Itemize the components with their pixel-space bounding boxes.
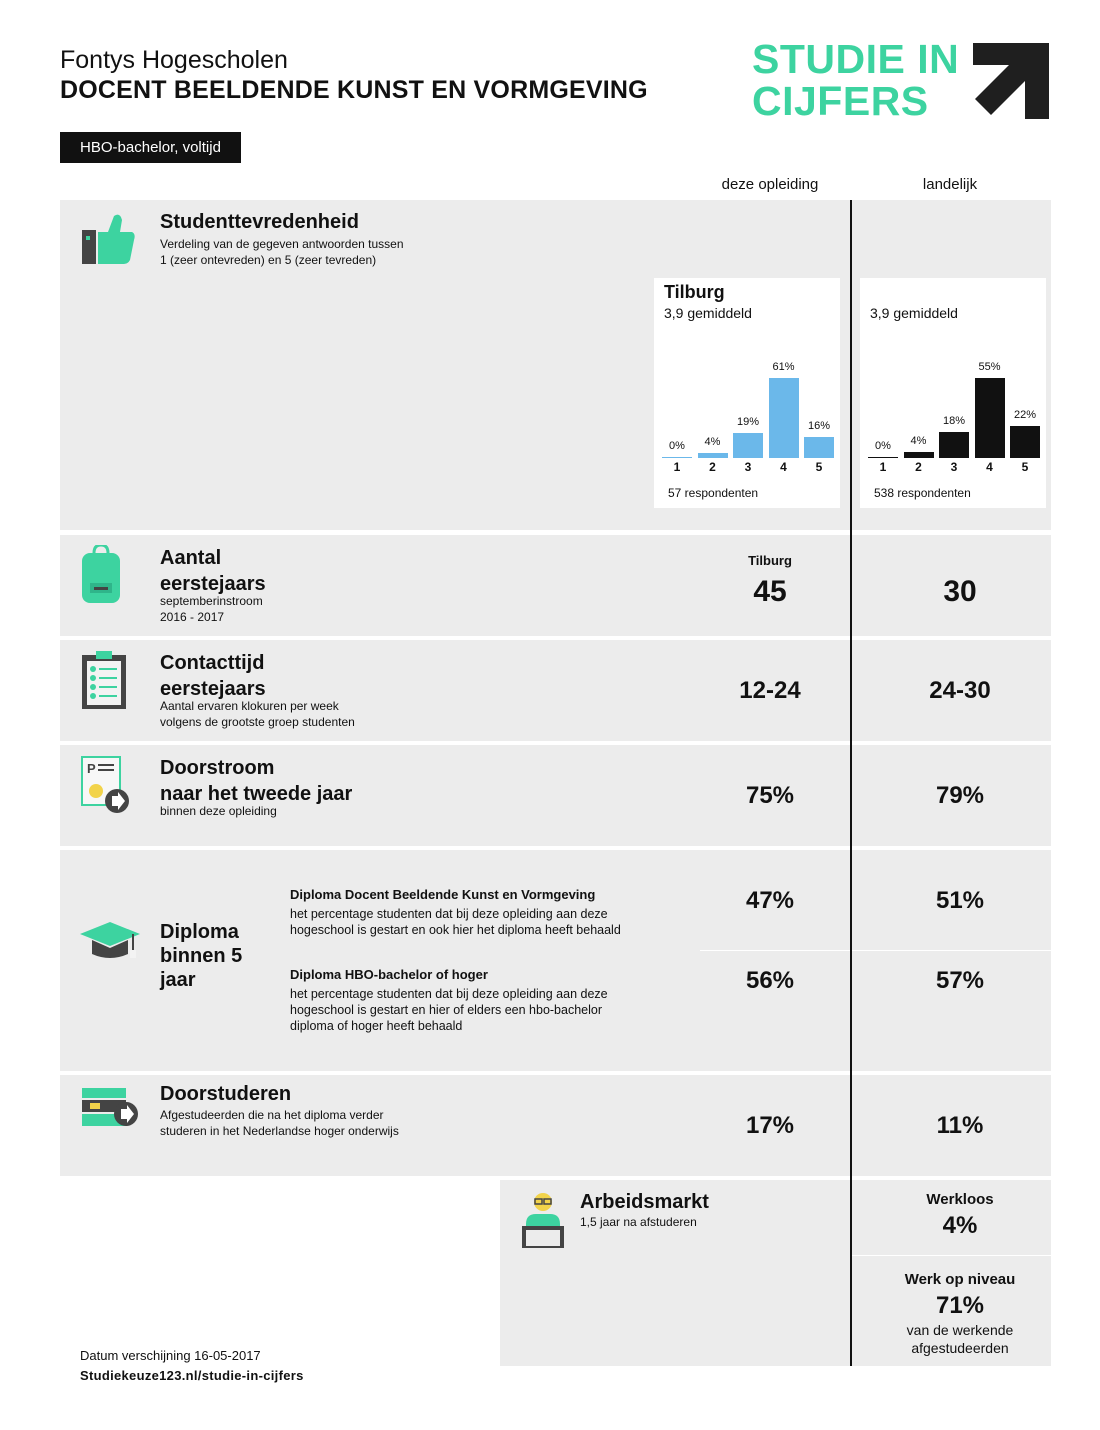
publication-date: Datum verschijning 16-05-2017 <box>80 1348 261 1363</box>
diploma-title-line1: Diploma <box>160 921 239 943</box>
chart-this-value-label-1: 0% <box>669 440 685 452</box>
progression-national-value: 79% <box>935 782 985 809</box>
logo-line1: STUDIE IN <box>752 36 960 82</box>
logo-arrow-icon <box>973 43 1051 119</box>
svg-text:P: P <box>87 761 96 776</box>
contact-subtitle-line2: volgens de grootste groep studenten <box>160 715 355 729</box>
chart-this-bar-4 <box>769 378 799 458</box>
chart-national-tick-1: 1 <box>879 460 887 474</box>
progression-subtitle: binnen deze opleiding <box>160 804 277 818</box>
chart-this-tick-2: 2 <box>709 460 716 474</box>
satisfaction-subtitle <box>160 236 404 268</box>
first-years-this-value: 45 <box>753 575 787 608</box>
chart-this-value-label-5: 16% <box>807 420 831 433</box>
chart-national-tick-2: 2 <box>915 460 922 474</box>
satisfaction-title: Studenttevredenheid <box>160 211 359 233</box>
first-years-location: Tilburg <box>748 553 792 568</box>
chart-national-value-label-3: 18% <box>942 414 966 427</box>
chart-national-bar-4 <box>975 378 1005 458</box>
chart-card-this <box>654 278 840 508</box>
further-study-subtitle-line2: studeren in het Nederlandse hoger onderwijs <box>160 1124 399 1138</box>
chart-this-bar-1 <box>662 457 692 458</box>
progression-title-line1: Doorstroom <box>160 757 275 779</box>
chart-national-tick-4: 4 <box>986 460 993 474</box>
chart-national-value-label-4: 55% <box>978 361 1001 373</box>
chart-national-bar-1 <box>868 457 898 458</box>
first-years-subtitle <box>160 593 263 625</box>
progression-this-value: 75% <box>745 782 795 809</box>
books-icon <box>80 1086 140 1130</box>
chart-this-bar-3 <box>733 433 763 458</box>
chart-national-tick-3: 3 <box>950 460 958 474</box>
unemployed-value: 4% <box>942 1212 978 1239</box>
level-value: 71% <box>935 1292 985 1319</box>
diploma-title-line3: jaar <box>160 969 196 991</box>
diploma-a-title: Diploma Docent Beeldende Kunst en Vormgeving <box>290 887 596 902</box>
first-years-title-line2: eerstejaars <box>160 573 266 595</box>
level-note-line2: afgestudeerden <box>911 1340 1009 1356</box>
column-header-national: landelijk <box>922 176 978 193</box>
program-type-badge: HBO-bachelor, voltijd <box>60 132 241 163</box>
diploma-b-this-value: 56% <box>745 967 795 994</box>
institution-name: Fontys Hogescholen <box>60 46 288 74</box>
chart-national-bar-2 <box>904 452 934 458</box>
diploma-b-desc-line3: diploma of hoger heeft behaald <box>290 1019 463 1033</box>
first-years-title-line1: Aantal <box>160 547 222 569</box>
chart-this-value-label-2: 4% <box>704 435 721 448</box>
level-note <box>860 1321 1060 1357</box>
diploma-b-block <box>290 967 690 1034</box>
diploma-a-block <box>290 887 690 938</box>
chart-this-tick-4: 4 <box>780 460 787 474</box>
chart-national-tick-5: 5 <box>1021 460 1029 474</box>
chart-this-tick-5: 5 <box>815 460 823 474</box>
clipboard-icon <box>80 651 128 711</box>
diploma-divider <box>700 950 1051 951</box>
chart-national-plot <box>864 361 1044 476</box>
chart-this-tick-3: 3 <box>744 460 752 474</box>
first-years-subtitle-line2: 2016 - 2017 <box>160 610 225 624</box>
contact-this-value: 12-24 <box>739 677 801 704</box>
first-years-national-value: 30 <box>943 575 977 608</box>
worker-icon <box>520 1190 566 1250</box>
contact-subtitle-line1: Aantal ervaren klokuren per week <box>160 699 339 713</box>
diploma-b-desc <box>290 986 690 1034</box>
satisfaction-subtitle-line2: 1 (zeer ontevreden) en 5 (zeer tevreden) <box>160 253 377 267</box>
chart-this-tick-1: 1 <box>673 460 681 474</box>
level-label: Werk op niveau <box>904 1271 1016 1288</box>
chart-national-bar-3 <box>939 432 969 458</box>
chart-national-value-label-2: 4% <box>910 435 927 448</box>
further-study-this-value: 17% <box>745 1112 795 1139</box>
chart-card-national <box>860 278 1046 508</box>
diploma-a-desc <box>290 906 690 938</box>
further-study-subtitle <box>160 1107 399 1139</box>
chart-this-plot <box>658 361 838 476</box>
further-study-subtitle-line1: Afgestudeerden die na het diploma verder <box>160 1108 384 1122</box>
contact-title-line1: Contacttijd <box>160 652 265 674</box>
diploma-title-line2: binnen 5 <box>160 945 243 967</box>
diploma-a-desc-line1: het percentage studenten dat bij deze opleiding aan deze <box>290 907 608 921</box>
diploma-b-desc-line2: hogeschool is gestart en hier of elders een hbo-bachelor <box>290 1003 603 1017</box>
program-title: DOCENT BEELDENDE KUNST EN VORMGEVING <box>60 76 648 104</box>
certificate-icon <box>80 755 130 815</box>
chart-this-value-label-3: 19% <box>736 416 760 429</box>
contact-national-value: 24-30 <box>929 677 991 704</box>
chart-national-value-label-5: 22% <box>1013 409 1037 421</box>
diploma-a-this-value: 47% <box>745 887 795 914</box>
chart-national-value-label-1: 0% <box>875 440 891 452</box>
column-header-this: deze opleiding <box>721 176 819 193</box>
further-study-national-value: 11% <box>936 1112 984 1139</box>
graduation-cap-icon <box>78 918 142 962</box>
column-divider <box>850 200 852 1366</box>
contact-title <box>160 650 266 702</box>
chart-this-bar-5 <box>804 437 834 458</box>
chart-national-average: 3,9 gemiddeld <box>870 305 958 321</box>
chart-this-respondents: 57 respondenten <box>668 486 759 500</box>
contact-subtitle <box>160 698 355 730</box>
backpack-icon <box>80 545 122 605</box>
contact-title-line2: eerstejaars <box>160 678 266 700</box>
progression-title-line2: naar het tweede jaar <box>160 783 353 805</box>
footer-link[interactable]: Studiekeuze123.nl/studie-in-cijfers <box>80 1368 304 1383</box>
labour-divider <box>852 1255 1051 1256</box>
diploma-b-desc-line1: het percentage studenten dat bij deze opleiding aan deze <box>290 987 608 1001</box>
diploma-title <box>160 920 242 992</box>
diploma-a-desc-line2: hogeschool is gestart en ook hier het diploma heeft behaald <box>290 923 621 937</box>
labour-subtitle: 1,5 jaar na afstuderen <box>580 1215 697 1229</box>
further-study-title: Doorstuderen <box>160 1083 292 1105</box>
chart-this-value-label-4: 61% <box>772 361 795 373</box>
first-years-subtitle-line1: septemberinstroom <box>160 594 263 608</box>
diploma-b-national-value: 57% <box>935 967 985 994</box>
chart-national-respondents: 538 respondenten <box>874 486 971 500</box>
chart-this-bar-2 <box>698 453 728 458</box>
unemployed-label: Werkloos <box>926 1191 994 1208</box>
chart-this-title: Tilburg <box>664 282 725 302</box>
chart-national-bar-5 <box>1010 426 1040 458</box>
chart-this-average: 3,9 gemiddeld <box>664 305 752 321</box>
progression-title <box>160 755 352 807</box>
diploma-a-national-value: 51% <box>935 887 985 914</box>
level-note-line1: van de werkende <box>906 1322 1014 1338</box>
logo-line2: CIJFERS <box>752 78 929 124</box>
logo <box>752 38 959 122</box>
first-years-title <box>160 545 266 597</box>
labour-title: Arbeidsmarkt <box>580 1191 709 1213</box>
thumbs-up-icon <box>80 212 136 266</box>
diploma-b-title: Diploma HBO-bachelor of hoger <box>290 967 488 982</box>
satisfaction-subtitle-line1: Verdeling van de gegeven antwoorden tussen <box>160 237 404 251</box>
